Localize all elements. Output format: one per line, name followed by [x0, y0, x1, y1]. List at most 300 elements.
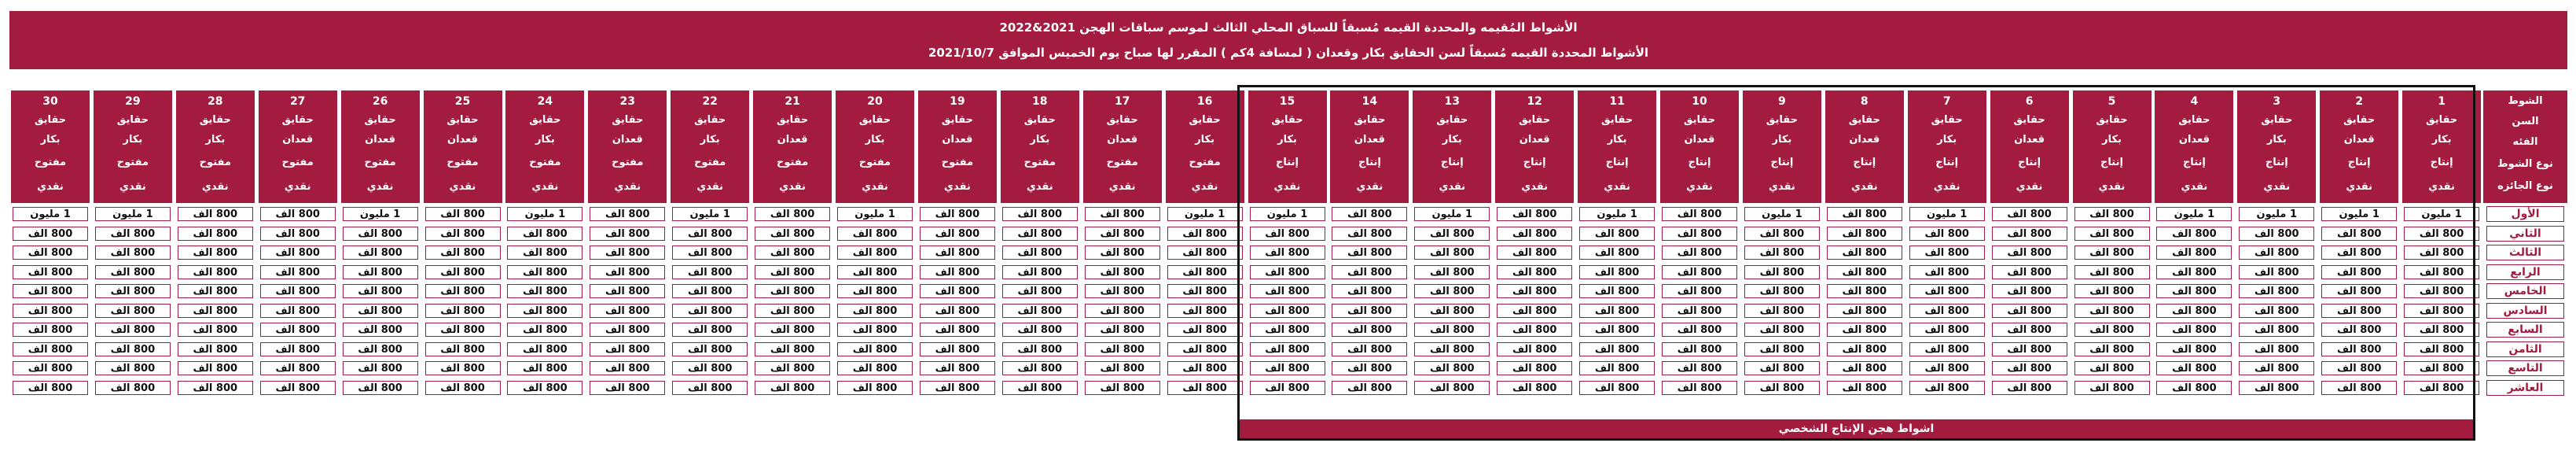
- prize-cell: 800 الف: [1250, 381, 1325, 395]
- prize-cell: 800 الف: [1662, 304, 1737, 318]
- prize-cell: 800 الف: [2321, 245, 2397, 260]
- prize-cell: 800 الف: [13, 323, 88, 337]
- shot-cat: قعدان: [2178, 134, 2210, 146]
- shot-kind: مفتوح: [281, 157, 314, 168]
- prize-cell: 800 الف: [425, 361, 501, 375]
- shot-kind: مفتوح: [1189, 157, 1221, 168]
- shot-num: 5: [2107, 95, 2116, 108]
- prize-cell: 800 الف: [1002, 323, 1078, 337]
- prize-cell: 800 الف: [507, 227, 582, 241]
- shot-kind: مفتوح: [529, 157, 561, 168]
- prize-cell: 800 الف: [672, 245, 748, 260]
- prize-cell: 1 مليون: [837, 207, 913, 221]
- title-banner: [9, 11, 2567, 69]
- prize-cell: 800 الف: [2321, 323, 2397, 337]
- shot-header: [11, 90, 90, 203]
- shot-num: 11: [1609, 95, 1625, 108]
- shot-column: [753, 90, 832, 440]
- shot-prize_type: نقدي: [1273, 181, 1301, 193]
- prize-cell: 800 الف: [1992, 361, 2067, 375]
- prize-cell: 800 الف: [1992, 323, 2067, 337]
- shot-num: 25: [454, 95, 471, 108]
- shot-age: حقايق: [2343, 114, 2376, 126]
- prize-cell: 800 الف: [2321, 381, 2397, 395]
- shot-num: 8: [1860, 95, 1869, 108]
- shot-kind: مفتوح: [446, 157, 479, 168]
- shot-age: حقايق: [858, 114, 891, 126]
- shot-prize_type: نقدي: [2181, 181, 2208, 193]
- prize-cell: 800 الف: [1332, 304, 1407, 318]
- prize-cell: 1 مليون: [1250, 207, 1325, 221]
- shot-prize_type: نقدي: [1686, 181, 1713, 193]
- prize-cell: 800 الف: [2321, 284, 2397, 298]
- shot-cat: قعدان: [942, 134, 973, 146]
- shot-header: [1166, 90, 1244, 203]
- shot-cat: قعدان: [1519, 134, 1550, 146]
- prize-cell: 800 الف: [1167, 304, 1243, 318]
- prize-cell: 800 الف: [1002, 265, 1078, 279]
- prize-cell: 800 الف: [1662, 323, 1737, 337]
- prize-cell: 1 مليون: [2239, 207, 2314, 221]
- prize-cell: 800 الف: [920, 245, 995, 260]
- prize-cell: 800 الف: [1085, 323, 1160, 337]
- prize-cell: 800 الف: [1827, 342, 1902, 356]
- prize-cell: 800 الف: [343, 323, 418, 337]
- prize-cell: 800 الف: [2404, 227, 2479, 241]
- shot-column: [1248, 90, 1327, 440]
- prize-cell: 800 الف: [178, 207, 253, 221]
- prize-cell: 800 الف: [837, 361, 913, 375]
- prize-cell: 800 الف: [1992, 284, 2067, 298]
- shot-prize_type: نقدي: [944, 181, 971, 193]
- prize-cell: 800 الف: [1250, 227, 1325, 241]
- prize-cell: 800 الف: [95, 323, 171, 337]
- label-shot: الشوط: [2508, 95, 2543, 107]
- shot-cat: قعدان: [1684, 134, 1715, 146]
- shot-cat: قعدان: [365, 134, 396, 146]
- shot-header: [2155, 90, 2233, 203]
- shot-kind: إنتاج: [2265, 157, 2288, 168]
- shot-column: [505, 90, 584, 440]
- prize-cell: 800 الف: [95, 342, 171, 356]
- prize-cell: 800 الف: [13, 245, 88, 260]
- prize-cell: 800 الف: [2404, 304, 2479, 318]
- shot-age: حقايق: [2013, 114, 2045, 126]
- prize-cell: 800 الف: [95, 381, 171, 395]
- prize-cell: 800 الف: [672, 227, 748, 241]
- shot-header: [1248, 90, 1327, 203]
- prize-cell: 1 مليون: [1744, 207, 1820, 221]
- prize-cell: 800 الف: [755, 284, 830, 298]
- prize-cell: 800 الف: [1167, 245, 1243, 260]
- prize-cell: 800 الف: [2156, 227, 2232, 241]
- shot-prize_type: نقدي: [37, 181, 64, 193]
- prize-cell: 800 الف: [260, 265, 336, 279]
- prize-cell: 800 الف: [2239, 284, 2314, 298]
- shot-prize_type: نقدي: [1439, 181, 1466, 193]
- prize-cell: 800 الف: [343, 381, 418, 395]
- shot-kind: مفتوح: [694, 157, 726, 168]
- prize-cell: 800 الف: [178, 284, 253, 298]
- prize-cell: 800 الف: [1579, 227, 1655, 241]
- shot-header: [259, 90, 337, 203]
- shot-kind: إنتاج: [2018, 157, 2041, 168]
- prize-cell: 800 الف: [2074, 245, 2150, 260]
- shot-prize_type: نقدي: [1191, 181, 1218, 193]
- prize-cell: 800 الف: [95, 304, 171, 318]
- shot-column: [2155, 90, 2233, 440]
- prize-cell: 800 الف: [755, 207, 830, 221]
- prize-cell: 800 الف: [1332, 265, 1407, 279]
- prize-cell: 800 الف: [1414, 265, 1490, 279]
- prize-cell: 800 الف: [1332, 245, 1407, 260]
- shot-age: حقايق: [1023, 114, 1056, 126]
- prize-cell: 800 الف: [343, 265, 418, 279]
- prize-cell: 800 الف: [1909, 323, 1985, 337]
- shot-kind: إنتاج: [1935, 157, 1959, 168]
- prize-cell: 800 الف: [920, 304, 995, 318]
- prize-cell: 800 الف: [1414, 227, 1490, 241]
- shot-num: 24: [537, 95, 553, 108]
- shot-kind: إنتاج: [1276, 157, 1299, 168]
- shot-cat: قعدان: [2014, 134, 2045, 146]
- shot-num: 10: [1692, 95, 1707, 108]
- shot-num: 9: [1778, 95, 1786, 108]
- prize-cell: 800 الف: [178, 342, 253, 356]
- prize-cell: 800 الف: [178, 381, 253, 395]
- prize-cell: 800 الف: [1909, 284, 1985, 298]
- shot-column: [2320, 90, 2398, 440]
- place-label: الثامن: [2486, 341, 2564, 357]
- prize-cell: 800 الف: [1744, 265, 1820, 279]
- prize-cell: 800 الف: [2156, 284, 2232, 298]
- prize-cell: 800 الف: [1662, 284, 1737, 298]
- shot-column: [176, 90, 255, 440]
- prize-cell: 800 الف: [343, 342, 418, 356]
- prize-cell: 800 الف: [2239, 245, 2314, 260]
- prize-cell: 800 الف: [590, 265, 665, 279]
- prize-cell: 1 مليون: [13, 207, 88, 221]
- prize-cell: 800 الف: [1497, 245, 1572, 260]
- shot-age: حقايق: [2425, 114, 2458, 126]
- prize-cell: 800 الف: [1497, 284, 1572, 298]
- shot-age: حقايق: [1848, 114, 1880, 126]
- shot-num: 6: [2025, 95, 2034, 108]
- shot-prize_type: نقدي: [1850, 181, 1878, 193]
- prize-cell: 800 الف: [837, 227, 913, 241]
- prize-cell: 800 الف: [425, 342, 501, 356]
- prize-cell: 800 الف: [1992, 245, 2067, 260]
- shot-num: 14: [1361, 95, 1378, 108]
- prize-cell: 800 الف: [672, 284, 748, 298]
- shot-header: [836, 90, 914, 203]
- prize-cell: 800 الف: [1250, 245, 1325, 260]
- prize-cell: 800 الف: [507, 284, 582, 298]
- prize-cell: 800 الف: [1827, 381, 1902, 395]
- shot-cat: قعدان: [2343, 134, 2375, 146]
- shot-age: حقايق: [2096, 114, 2128, 126]
- prize-cell: 800 الف: [2239, 227, 2314, 241]
- prize-cell: 800 الف: [590, 227, 665, 241]
- prize-cell: 800 الف: [920, 342, 995, 356]
- prize-cell: 800 الف: [590, 381, 665, 395]
- shot-age: حقايق: [941, 114, 973, 126]
- prize-cell: 800 الف: [13, 284, 88, 298]
- prize-cell: 800 الف: [1579, 265, 1655, 279]
- prize-cell: 800 الف: [1414, 342, 1490, 356]
- prize-cell: 800 الف: [1332, 323, 1407, 337]
- prize-cell: 800 الف: [260, 284, 336, 298]
- prize-cell: 800 الف: [260, 381, 336, 395]
- shot-column: [588, 90, 667, 440]
- shot-kind: إنتاج: [1605, 157, 1629, 168]
- shot-column: [94, 90, 172, 440]
- shot-kind: إنتاج: [1358, 157, 1381, 168]
- shot-column: [1578, 90, 1656, 440]
- shot-age: حقايق: [1931, 114, 1963, 126]
- prize-cell: 800 الف: [425, 265, 501, 279]
- prize-table: [9, 90, 2567, 440]
- place-label: السادس: [2486, 303, 2564, 319]
- prize-cell: 800 الف: [1085, 304, 1160, 318]
- shot-kind: مفتوح: [1023, 157, 1056, 168]
- shot-header: [588, 90, 667, 203]
- place-label: الرابع: [2486, 264, 2564, 280]
- shot-cat: بكار: [1195, 134, 1215, 146]
- shot-cat: قعدان: [1849, 134, 1880, 146]
- prize-cell: 800 الف: [1002, 361, 1078, 375]
- prize-cell: 800 الف: [1085, 207, 1160, 221]
- shot-header: [918, 90, 997, 203]
- shot-num: 16: [1196, 95, 1213, 108]
- shot-prize_type: نقدي: [1933, 181, 1960, 193]
- prize-cell: 800 الف: [1992, 381, 2067, 395]
- prize-cell: 800 الف: [2074, 381, 2150, 395]
- prize-cell: 800 الف: [2404, 265, 2479, 279]
- prize-cell: 800 الف: [425, 207, 501, 221]
- prize-cell: 800 الف: [507, 323, 582, 337]
- shot-cat: بكار: [865, 134, 885, 146]
- shot-kind: مفتوح: [34, 157, 67, 168]
- prize-cell: 800 الف: [1085, 245, 1160, 260]
- shot-num: 4: [2190, 95, 2199, 108]
- prize-cell: 800 الف: [590, 284, 665, 298]
- shot-header: [424, 90, 502, 203]
- prize-cell: 800 الف: [672, 323, 748, 337]
- shot-header: [1990, 90, 2069, 203]
- prize-cell: 800 الف: [2074, 227, 2150, 241]
- shot-num: 15: [1279, 95, 1295, 108]
- prize-cell: 800 الف: [672, 304, 748, 318]
- prize-cell: 800 الف: [1002, 304, 1078, 318]
- prize-cell: 800 الف: [1909, 245, 1985, 260]
- prize-cell: 1 مليون: [95, 207, 171, 221]
- prize-cell: 800 الف: [2404, 361, 2479, 375]
- prize-cell: 800 الف: [1497, 381, 1572, 395]
- prize-cell: 800 الف: [590, 304, 665, 318]
- row-labels-column: [2483, 90, 2567, 440]
- shot-kind: إنتاج: [1440, 157, 1464, 168]
- shot-column: [259, 90, 337, 440]
- prize-cell: 800 الف: [1744, 361, 1820, 375]
- prize-cell: 800 الف: [2321, 265, 2397, 279]
- prize-cell: 800 الف: [1827, 284, 1902, 298]
- prize-cell: 800 الف: [1909, 381, 1985, 395]
- prize-cell: 800 الف: [507, 245, 582, 260]
- shot-kind: إنتاج: [2100, 157, 2123, 168]
- shot-prize_type: نقدي: [2428, 181, 2455, 193]
- prize-cell: 1 مليون: [672, 207, 748, 221]
- prize-cell: 800 الف: [507, 265, 582, 279]
- shot-header: [2320, 90, 2398, 203]
- prize-cell: 800 الف: [1085, 227, 1160, 241]
- prize-cell: 800 الف: [2074, 304, 2150, 318]
- shot-cat: بكار: [1607, 134, 1627, 146]
- shot-header: [1743, 90, 1821, 203]
- production-shots-footer: اشواط هجن الإنتاج الشخصي: [1240, 419, 2473, 438]
- shot-header: [753, 90, 832, 203]
- shot-header: [1001, 90, 1079, 203]
- prize-cell: 800 الف: [2239, 265, 2314, 279]
- prize-cell: 800 الف: [1744, 304, 1820, 318]
- prize-cell: 800 الف: [1002, 342, 1078, 356]
- shot-column: [341, 90, 420, 440]
- prize-cell: 800 الف: [260, 304, 336, 318]
- prize-cell: 800 الف: [755, 245, 830, 260]
- row-labels-header: [2483, 90, 2567, 203]
- prize-cell: 800 الف: [590, 207, 665, 221]
- prize-cell: 800 الف: [1167, 381, 1243, 395]
- shot-cat: قعدان: [1354, 134, 1385, 146]
- shot-kind: إنتاج: [2430, 157, 2453, 168]
- shot-cat: بكار: [1030, 134, 1050, 146]
- prize-cell: 800 الف: [425, 304, 501, 318]
- prize-cell: 1 مليون: [2156, 207, 2232, 221]
- shot-num: 7: [1942, 95, 1951, 108]
- prize-cell: 800 الف: [2074, 361, 2150, 375]
- prize-cell: 800 الف: [920, 323, 995, 337]
- shot-header: [1578, 90, 1656, 203]
- prize-cell: 800 الف: [1167, 227, 1243, 241]
- shot-prize_type: نقدي: [779, 181, 806, 193]
- prize-cell: 800 الف: [1167, 342, 1243, 356]
- prize-cell: 800 الف: [2239, 323, 2314, 337]
- place-label: السابع: [2486, 322, 2564, 338]
- shot-age: حقايق: [529, 114, 561, 126]
- shot-column: [1166, 90, 1244, 440]
- shot-kind: إنتاج: [2182, 157, 2206, 168]
- prize-cell: 800 الف: [920, 227, 995, 241]
- prize-cell: 800 الف: [1167, 361, 1243, 375]
- shot-prize_type: نقدي: [1026, 181, 1053, 193]
- shot-age: حقايق: [281, 114, 314, 126]
- shot-cat: بكار: [1772, 134, 1792, 146]
- shot-column: [2237, 90, 2316, 440]
- prize-cell: 800 الف: [95, 361, 171, 375]
- shot-header: [1330, 90, 1409, 203]
- prize-cell: 800 الف: [1744, 227, 1820, 241]
- shot-age: حقايق: [1766, 114, 1798, 126]
- shot-header: [1908, 90, 1986, 203]
- prize-cell: 800 الف: [1992, 304, 2067, 318]
- prize-cell: 800 الف: [13, 342, 88, 356]
- prize-cell: 800 الف: [920, 207, 995, 221]
- prize-cell: 800 الف: [1579, 323, 1655, 337]
- prize-cell: 800 الف: [2156, 381, 2232, 395]
- prize-cell: 800 الف: [755, 227, 830, 241]
- shot-header: [505, 90, 584, 203]
- shot-column: [11, 90, 90, 440]
- prize-cell: 800 الف: [2404, 323, 2479, 337]
- prize-cell: 800 الف: [507, 381, 582, 395]
- prize-cell: 800 الف: [1250, 304, 1325, 318]
- shot-header: [2073, 90, 2152, 203]
- prize-cell: 800 الف: [1332, 342, 1407, 356]
- shot-prize_type: نقدي: [1769, 181, 1795, 193]
- prize-cell: 800 الف: [920, 381, 995, 395]
- shot-cat: قعدان: [612, 134, 643, 146]
- shot-kind: إنتاج: [1770, 157, 1794, 168]
- shot-column: [424, 90, 502, 440]
- prize-cell: 800 الف: [1414, 245, 1490, 260]
- shot-cat: قعدان: [1107, 134, 1138, 146]
- prize-cell: 800 الف: [1579, 342, 1655, 356]
- shot-prize_type: نقدي: [696, 181, 724, 193]
- title-line-1: الأشواط المُقيمه والمحددة القيمه مُسبقاً للسباق المحلي الثالث لموسم سباقات الهجن 2021&2022: [999, 20, 1578, 35]
- shot-kind: مفتوح: [1106, 157, 1138, 168]
- shot-prize_type: نقدي: [1356, 181, 1384, 193]
- shot-cat: بكار: [1277, 134, 1297, 146]
- place-label: الخامس: [2486, 283, 2564, 299]
- prize-cell: 800 الف: [1250, 284, 1325, 298]
- prize-cell: 800 الف: [1332, 207, 1407, 221]
- prize-cell: 800 الف: [1909, 227, 1985, 241]
- prize-cell: 800 الف: [1167, 323, 1243, 337]
- prize-cell: 800 الف: [1744, 342, 1820, 356]
- prize-cell: 800 الف: [178, 323, 253, 337]
- prize-cell: 800 الف: [1827, 323, 1902, 337]
- prize-cell: 800 الف: [2404, 245, 2479, 260]
- shot-prize_type: نقدي: [201, 181, 229, 193]
- prize-cell: 800 الف: [837, 323, 913, 337]
- prize-cell: 800 الف: [1992, 265, 2067, 279]
- prize-cell: 800 الف: [920, 361, 995, 375]
- place-label: الثاني: [2486, 226, 2564, 242]
- shot-header: [1825, 90, 1904, 203]
- prize-cell: 800 الف: [95, 265, 171, 279]
- prize-cell: 800 الف: [1497, 304, 1572, 318]
- prize-cell: 800 الف: [920, 284, 995, 298]
- shot-age: حقايق: [1683, 114, 1716, 126]
- prize-cell: 800 الف: [260, 227, 336, 241]
- shot-cat: بكار: [2431, 134, 2452, 146]
- shot-kind: مفتوح: [941, 157, 973, 168]
- prize-cell: 800 الف: [2321, 304, 2397, 318]
- prize-cell: 800 الف: [1002, 207, 1078, 221]
- prize-cell: 800 الف: [1250, 323, 1325, 337]
- shot-kind: مفتوح: [199, 157, 231, 168]
- shot-age: حقايق: [776, 114, 809, 126]
- shot-cat: قعدان: [777, 134, 808, 146]
- shot-column: [1743, 90, 1821, 440]
- shot-column: [918, 90, 997, 440]
- prize-cell: 800 الف: [1250, 342, 1325, 356]
- shot-header: [1495, 90, 1574, 203]
- prize-cell: 800 الف: [95, 284, 171, 298]
- shot-column: [2073, 90, 2152, 440]
- prize-cell: 800 الف: [1662, 342, 1737, 356]
- shot-num: 18: [1032, 95, 1048, 108]
